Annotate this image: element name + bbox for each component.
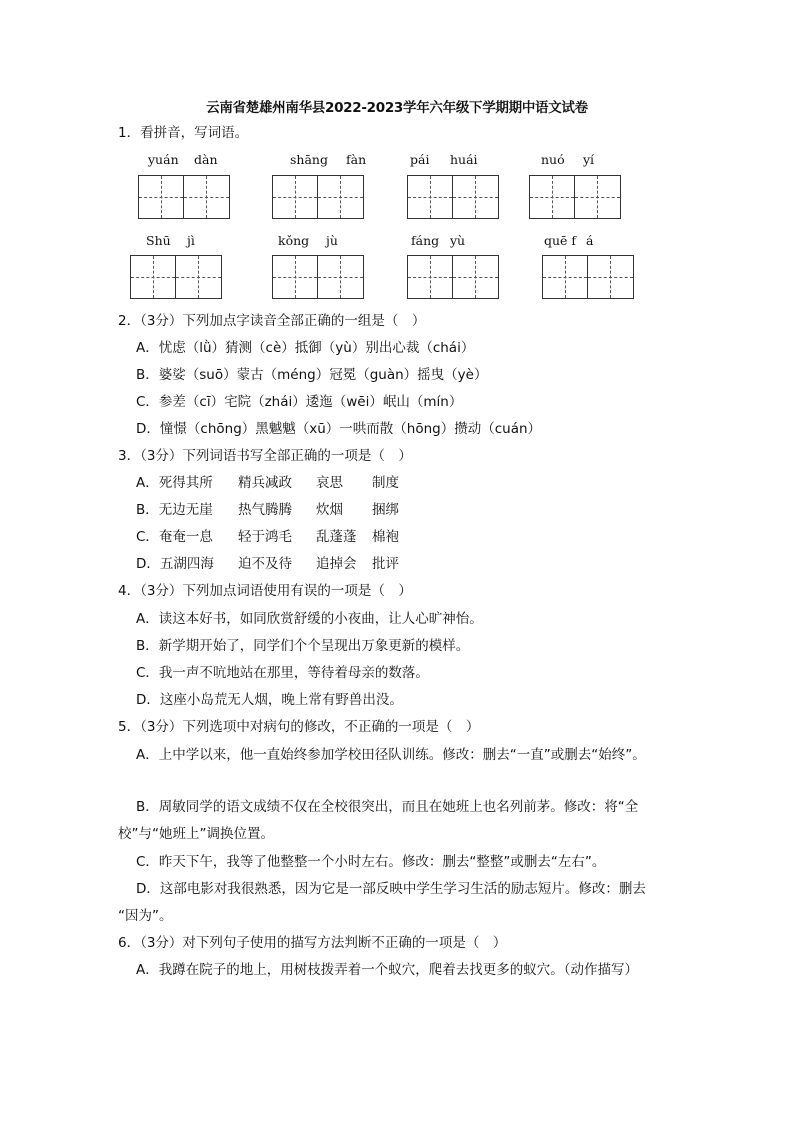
q4-option-c: C．我一声不吭地站在那里，等待着母亲的数落。 — [136, 665, 429, 681]
writing-grid[interactable] — [272, 255, 364, 299]
pinyin: yù — [450, 233, 466, 248]
q3-word: 制度 — [372, 475, 399, 491]
q3-word: 批评 — [372, 556, 399, 572]
q3-word: D．五湖四海 — [136, 556, 214, 572]
grid-cell[interactable] — [318, 176, 363, 218]
q4-option-b: B．新学期开始了，同学们个个呈现出万象更新的模样。 — [136, 638, 470, 654]
q2-option-c: C．参差（cī）宅院（zhái）逶迤（wēi）岷山（mín） — [136, 394, 463, 410]
q3-word: 精兵减政 — [238, 475, 292, 491]
q2-stem: 2．（3分）下列加点字读音全部正确的一组是（ ） — [118, 313, 426, 329]
pinyin: nuó — [541, 152, 565, 167]
q6-stem: 6．（3分）对下列句子使用的描写方法判断不正确的一项是（ ） — [118, 935, 507, 951]
q4-option-a: A．读这本好书，如同欣赏舒缓的小夜曲，让人心旷神怡。 — [136, 611, 483, 627]
pinyin: fàn — [346, 152, 367, 167]
q4-option-d: D．这座小岛荒无人烟，晚上常有野兽出没。 — [136, 692, 403, 708]
grid-cell[interactable] — [139, 176, 184, 218]
q4-stem: 4．（3分）下列加点词语使用有误的一项是（ ） — [118, 583, 412, 599]
writing-grid[interactable] — [529, 175, 621, 219]
pinyin: jù — [326, 233, 338, 248]
pinyin: jì — [187, 233, 195, 248]
writing-grid[interactable] — [272, 175, 364, 219]
q2-option-d: D．憧憬（chōng）黑魆魆（xū）一哄而散（hōng）攒动（cuán） — [136, 421, 542, 437]
q5-stem: 5．（3分）下列选项中对病句的修改，不正确的一项是（ ） — [118, 719, 480, 735]
q5-option-d-line1: D．这部电影对我很熟悉，因为它是一部反映中学生学习生活的励志短片。修改：删去 — [136, 881, 646, 897]
pinyin: yí — [583, 152, 595, 167]
q3-word: 捆绑 — [372, 502, 399, 518]
q5-option-d-line2: “因为”。 — [118, 908, 173, 924]
grid-cell[interactable] — [184, 176, 229, 218]
pinyin: yuán — [148, 152, 179, 167]
q3-word: C．奄奄一息 — [136, 529, 213, 545]
grid-cell[interactable] — [588, 256, 633, 298]
writing-grid[interactable] — [407, 175, 499, 219]
q2-option-a: A．忧虑（lǜ）猜测（cè）抵御（yù）别出心裁（chái） — [136, 340, 475, 356]
q3-word: 乱蓬蓬 — [316, 529, 357, 545]
writing-grid[interactable] — [407, 255, 499, 299]
grid-cell[interactable] — [131, 256, 176, 298]
pinyin: dàn — [194, 152, 218, 167]
q5-option-c: C．昨天下午，我等了他整整一个小时左右。修改：删去“整整”或删去“左右”。 — [136, 854, 606, 870]
pinyin: quē f — [544, 233, 577, 248]
q1-stem: 1．看拼音，写词语。 — [118, 125, 249, 141]
grid-cell[interactable] — [408, 176, 453, 218]
q3-word: 炊烟 — [316, 502, 343, 518]
q5-option-b-line1: B．周敏同学的语文成绩不仅在全校很突出，而且在她班上也名列前茅。修改：将“全 — [136, 799, 639, 815]
grid-cell[interactable] — [408, 256, 453, 298]
q3-word: 迫不及待 — [238, 556, 292, 572]
q3-word: 棉袍 — [372, 529, 399, 545]
grid-cell[interactable] — [453, 256, 498, 298]
q6-option-a: A．我蹲在院子的地上，用树枝拨弄着一个蚁穴，爬着去找更多的蚁穴。（动作描写） — [136, 962, 638, 978]
q3-word: 热气腾腾 — [238, 502, 292, 518]
writing-grid[interactable] — [542, 255, 634, 299]
q3-stem: 3．（3分）下列词语书写全部正确的一项是（ ） — [118, 448, 412, 464]
exam-title: 云南省楚雄州南华县2022-2023学年六年级下学期期中语文试卷 — [206, 100, 588, 116]
grid-cell[interactable] — [530, 176, 575, 218]
q3-word: 哀思 — [316, 475, 343, 491]
q3-word: B．无边无崖 — [136, 502, 213, 518]
writing-grid[interactable] — [130, 255, 222, 299]
pinyin: shāng — [290, 152, 328, 167]
pinyin: kǒng — [278, 233, 310, 248]
q3-word: 追掉会 — [316, 556, 357, 572]
grid-cell[interactable] — [176, 256, 221, 298]
q5-option-a: A．上中学以来，他一直始终参加学校田径队训练。修改：删去“一直”或删去“始终”。 — [136, 747, 646, 763]
q3-word: 轻于鸿毛 — [238, 529, 292, 545]
writing-grid[interactable] — [138, 175, 230, 219]
grid-cell[interactable] — [575, 176, 620, 218]
pinyin: á — [586, 233, 594, 248]
grid-cell[interactable] — [273, 176, 318, 218]
pinyin: huái — [450, 152, 478, 167]
pinyin: Shū — [146, 233, 171, 248]
grid-cell[interactable] — [543, 256, 588, 298]
grid-cell[interactable] — [318, 256, 363, 298]
pinyin: fáng — [411, 233, 440, 248]
q2-option-b: B．婆娑（suō）蒙古（méng）冠冕（guàn）摇曳（yè） — [136, 367, 488, 383]
grid-cell[interactable] — [273, 256, 318, 298]
q5-option-b-line2: 校”与“她班上”调换位置。 — [118, 826, 274, 842]
grid-cell[interactable] — [453, 176, 498, 218]
q3-word: A．死得其所 — [136, 475, 213, 491]
pinyin: pái — [410, 152, 430, 167]
